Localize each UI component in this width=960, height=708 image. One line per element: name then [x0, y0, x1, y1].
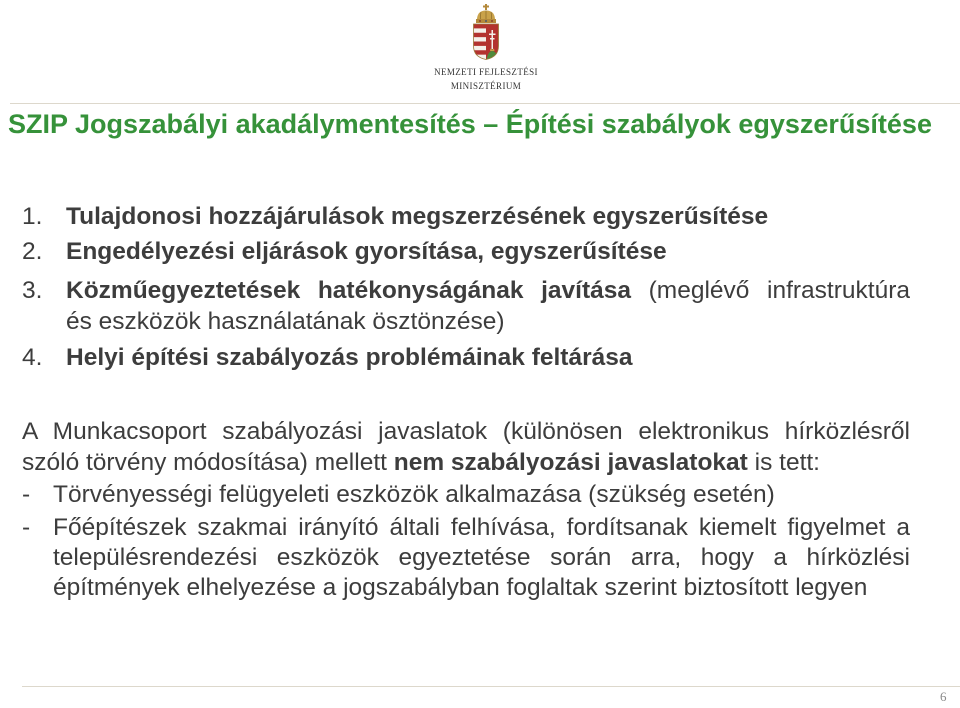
dash-item-line: Törvényességi felügyeleti eszközök alkalmazása (szükség esetén)	[53, 481, 775, 508]
list-item-line	[66, 276, 910, 306]
logo-text-line2: MINISZTÉRIUM	[450, 81, 522, 91]
list-number: 2.	[22, 238, 43, 265]
list-item-text: Engedélyezési eljárások gyorsítása, egyszerűsítése	[66, 238, 667, 265]
paragraph-line: A Munkacsoport szabályozási javaslatok (különösen elektronikus hírközlésről	[22, 418, 910, 445]
dash-marker: -	[22, 481, 31, 508]
paragraph-line	[22, 448, 820, 478]
header-divider	[10, 103, 960, 104]
list-item-text: Tulajdonosi hozzájárulások megszerzésének egyszerűsítése	[66, 203, 769, 230]
footer-divider	[22, 686, 960, 687]
list-number: 4.	[22, 344, 43, 371]
ministry-logo	[420, 0, 552, 96]
paragraph-emphasis: nem szabályozási javaslatokat	[393, 449, 748, 476]
list-item-note: (meglévő infrastruktúra	[648, 277, 910, 304]
paragraph-text: szóló törvény módosítása) mellett	[22, 449, 387, 476]
dash-item-line: településrendezési eszközök egyeztetése során arra, hogy a hírközlési	[53, 544, 910, 571]
slide-title: SZIP Jogszabályi akadálymentesítés – Építési szabályok egyszerűsítése	[8, 109, 932, 139]
dash-item-line: Főépítészek szakmai irányító általi felhívása, fordítsanak kiemelt figyelmet a	[53, 514, 910, 541]
logo-text-line1: NEMZETI FEJLESZTÉSI	[434, 67, 538, 77]
coat-of-arms-icon	[472, 4, 500, 60]
list-item-text: Helyi építési szabályozás problémáinak feltárása	[66, 344, 633, 371]
list-number: 1.	[22, 203, 43, 230]
dash-item-line: építmények elhelyezése a jogszabályban foglaltak szerint biztosított legyen	[53, 574, 868, 601]
paragraph-text: is tett:	[754, 449, 820, 476]
list-item-text: Közműegyeztetések hatékonyságának javítása	[66, 277, 631, 304]
page-number: 6	[940, 689, 947, 704]
dash-marker: -	[22, 514, 31, 541]
list-number: 3.	[22, 277, 43, 304]
list-item-continuation: és eszközök használatának ösztönzése)	[66, 308, 505, 335]
